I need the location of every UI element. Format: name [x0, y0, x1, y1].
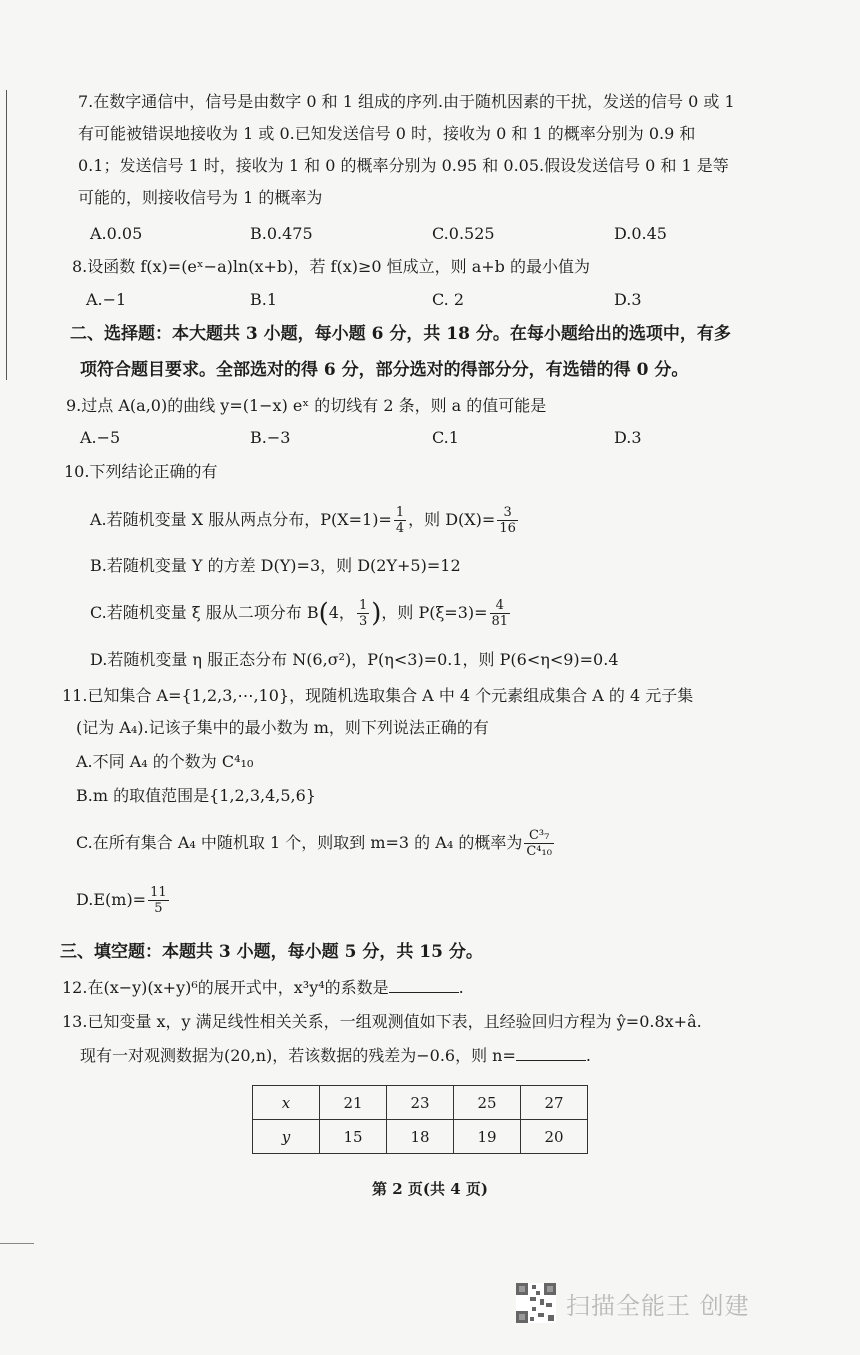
q11-option-b: B.m 的取值范围是{1,2,3,4,5,6}	[76, 786, 316, 805]
table-row-label-x: x	[253, 1086, 320, 1120]
section-3-heading: 三、填空题：本题共 3 小题，每小题 5 分，共 15 分。	[60, 942, 483, 962]
denominator: 3	[358, 614, 368, 629]
table-cell: 23	[387, 1086, 454, 1120]
fraction	[148, 885, 169, 916]
observation-table	[252, 1085, 588, 1154]
q13-end: .	[585, 1046, 591, 1065]
q13-line-1: 13.已知变量 x，y 满足线性相关关系，一组观测值如下表，且经验回归方程为 ŷ=0.8x+â.	[62, 1012, 702, 1031]
q8-option-d: D.3	[614, 290, 642, 309]
numerator: 11	[150, 885, 167, 900]
q12-end: .	[458, 978, 464, 997]
q10-a-mid: ，则 D(X)=	[408, 510, 496, 529]
q7-option-a: A.0.05	[90, 224, 143, 243]
section-2-heading-1: 二、选择题：本大题共 3 小题，每小题 6 分，共 18 分。在每小题给出的选项中，有多	[70, 324, 731, 344]
q9-option-c: C.1	[432, 428, 459, 447]
q11-option-a: A.不同 A₄ 的个数为 C⁴₁₀	[76, 752, 254, 771]
table-cell: 19	[454, 1120, 521, 1154]
q7-line-3: 0.1；发送信号 1 时，接收为 1 和 0 的概率分别为 0.95 和 0.05.假设发送信号 0 和 1 是等	[78, 156, 729, 175]
q11-option-d	[76, 885, 171, 916]
table-cell: 18	[387, 1120, 454, 1154]
q10-a-prefix: A.若随机变量 X 服从两点分布，P(X=1)=	[90, 510, 392, 529]
q7-line-2: 有可能被错误地接收为 1 或 0.已知发送信号 0 时，接收为 0 和 1 的概率分别为 0.9 和	[78, 124, 696, 143]
q10-option-d: D.若随机变量 η 服正态分布 N(6,σ²)，P(η<3)=0.1，则 P(6<η<9)=0.4	[90, 650, 619, 669]
margin-line-bottom	[0, 1243, 34, 1244]
q10-c-prefix: C.若随机变量 ξ 服从二项分布 B	[90, 603, 319, 622]
q9-option-d: D.3	[614, 428, 642, 447]
q12-line-1	[62, 978, 464, 998]
q7-option-b: B.0.475	[250, 224, 313, 243]
table-row-label-y: y	[253, 1120, 320, 1154]
q11-line-2: (记为 A₄).记该子集中的最小数为 m，则下列说法正确的有	[76, 718, 489, 737]
fraction	[497, 505, 518, 536]
q12-text: 12.在(x−y)(x+y)⁶的展开式中，x³y⁴的系数是	[62, 978, 389, 997]
denominator: 4	[395, 521, 405, 536]
table-cell: 20	[521, 1120, 588, 1154]
q10-line-1: 10.下列结论正确的有	[64, 462, 218, 481]
watermark	[516, 1283, 750, 1323]
denominator: 5	[154, 901, 163, 916]
table-cell: 25	[454, 1086, 521, 1120]
denominator: 16	[499, 521, 516, 536]
denominator: C⁴₁₀	[526, 844, 552, 859]
q9-option-b: B.−3	[250, 428, 291, 447]
numerator: 1	[395, 505, 405, 520]
q9-option-a: A.−5	[80, 428, 121, 447]
answer-blank	[389, 978, 459, 993]
numerator: 1	[358, 598, 368, 613]
q8-option-b: B.1	[250, 290, 278, 309]
fraction	[490, 598, 511, 629]
margin-line	[6, 90, 7, 380]
q10-c-mid: ，则 P(ξ=3)=	[381, 603, 488, 622]
q10-option-b: B.若随机变量 Y 的方差 D(Y)=3，则 D(2Y+5)=12	[90, 556, 461, 575]
table-cell: 21	[320, 1086, 387, 1120]
watermark-text: 扫描全能王 创建	[566, 1291, 750, 1320]
q7-line-1: 7.在数字通信中，信号是由数字 0 和 1 组成的序列.由于随机因素的干扰，发送的信号 0 或 1	[78, 92, 735, 111]
qr-code-icon	[516, 1283, 556, 1323]
q10-c-inner: 4，	[328, 603, 355, 622]
q11-d-prefix: D.E(m)=	[76, 890, 147, 909]
fraction	[357, 598, 369, 629]
q11-c-prefix: C.在所有集合 A₄ 中随机取 1 个，则取到 m=3 的 A₄ 的概率为	[76, 833, 523, 852]
q10-option-c	[90, 598, 512, 629]
q8-option-a: A.−1	[86, 290, 127, 309]
q10-option-a	[90, 505, 520, 536]
q7-option-c: C.0.525	[432, 224, 495, 243]
table-row	[253, 1086, 588, 1120]
q7-line-4: 可能的，则接收信号为 1 的概率为	[78, 188, 323, 207]
numerator: C³₇	[524, 828, 554, 844]
table-row	[253, 1120, 588, 1154]
fraction	[524, 828, 554, 859]
answer-blank	[516, 1046, 586, 1061]
q11-option-c	[76, 828, 556, 859]
denominator: 81	[491, 614, 509, 629]
table-cell: 15	[320, 1120, 387, 1154]
q13-line-2	[80, 1046, 591, 1066]
q7-option-d: D.0.45	[614, 224, 667, 243]
q8-option-c: C. 2	[432, 290, 465, 309]
table-cell: 27	[521, 1086, 588, 1120]
fraction	[394, 505, 406, 536]
q11-line-1: 11.已知集合 A={1,2,3,⋯,10}，现随机选取集合 A 中 4 个元素组成集合 A 的 4 元子集	[62, 686, 694, 705]
section-2-heading-2: 项符合题目要求。全部选对的得 6 分，部分选对的得部分分，有选错的得 0 分。	[80, 360, 689, 380]
q13-text: 现有一对观测数据为(20,n)，若该数据的残差为−0.6，则 n=	[80, 1046, 516, 1065]
left-paren: (	[318, 598, 329, 629]
q9-line-1: 9.过点 A(a,0)的曲线 y=(1−x) eˣ 的切线有 2 条，则 a 的值可能是	[66, 396, 547, 415]
q8-line-1: 8.设函数 f(x)=(eˣ−a)ln(x+b)，若 f(x)≥0 恒成立，则 a+b 的最小值为	[72, 257, 590, 276]
right-paren: )	[371, 598, 382, 629]
numerator: 4	[490, 598, 511, 614]
page-footer: 第 2 页(共 4 页)	[372, 1180, 488, 1198]
numerator: 3	[497, 505, 518, 521]
